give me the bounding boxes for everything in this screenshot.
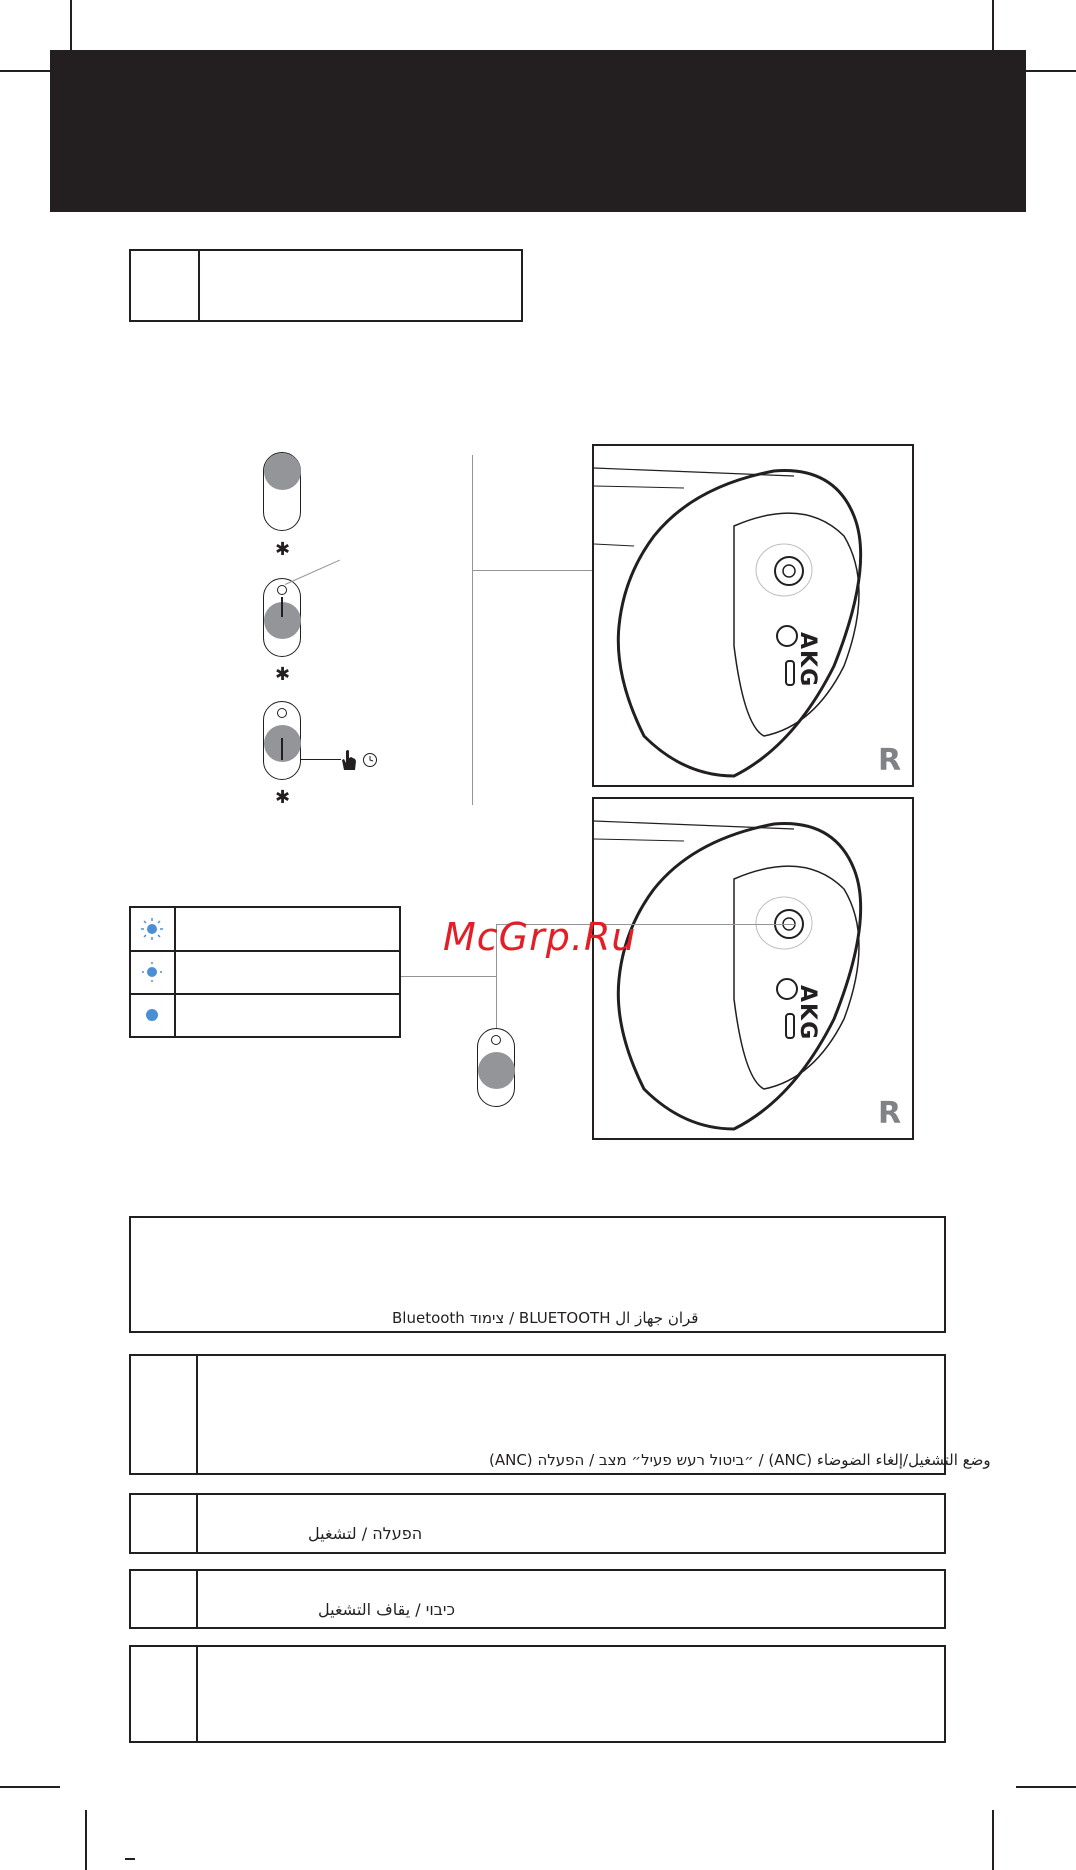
- brand-logo: AKG: [795, 985, 820, 1041]
- power-off-box: [129, 1569, 946, 1629]
- crop-mark: [992, 0, 994, 50]
- cell-divider: [174, 908, 176, 1036]
- side-label-right: R: [878, 1096, 902, 1131]
- power-on-box: [129, 1493, 946, 1554]
- anc-mode-box: [129, 1354, 991, 1475]
- info-box: [129, 1645, 946, 1743]
- cell-divider: [196, 1495, 198, 1552]
- switch-knob: [478, 1052, 515, 1089]
- switch-knob: [264, 453, 301, 490]
- power-off-title: כיבוי / يقاف التشغيل: [318, 1600, 455, 1619]
- headphone-illustration: [594, 799, 912, 1138]
- row-divider: [131, 993, 399, 995]
- arrow-down-icon: [281, 597, 283, 617]
- row-divider: [131, 950, 399, 952]
- switch-diagram: [0, 0, 600, 820]
- switch-status-position: [477, 1028, 515, 1107]
- led-indicator: [491, 1035, 501, 1045]
- bluetooth-icon: ✱: [275, 787, 291, 808]
- bluetooth-icon: ✱: [275, 539, 291, 560]
- bluetooth-pairing-box: [129, 1216, 946, 1333]
- headphone-illustration: [594, 446, 912, 785]
- crop-mark: [992, 1810, 994, 1870]
- led-indicator: [277, 585, 287, 595]
- bluetooth-pairing-title: Bluetooth צימוד / BLUETOOTH قران جهاز ال: [392, 1309, 699, 1327]
- anc-mode-title: (ANC) ״ביטול רעש פעיל״ מצב / הפעלה / (ANC) وضع التشغيل/إلغاء الضوضاء: [489, 1451, 991, 1469]
- switch-hold-position: [263, 701, 301, 780]
- hold-callout-line: [301, 759, 341, 760]
- crop-mark: [85, 1810, 87, 1870]
- connector-line: [472, 455, 473, 805]
- bluetooth-icon: ✱: [275, 664, 291, 685]
- headphone-photo-bottom: [592, 797, 914, 1140]
- side-label-right: R: [878, 743, 902, 778]
- led-solid-icon: [144, 1007, 160, 1023]
- crop-mark: [1016, 1786, 1076, 1788]
- switch-off-position: [263, 452, 301, 531]
- hand-press-icon: [338, 748, 360, 772]
- clock-icon: [362, 752, 378, 768]
- power-on-title: הפעלה / لتشغيل: [308, 1524, 423, 1543]
- led-callout-line: [285, 560, 340, 585]
- crop-mark: [125, 1858, 135, 1860]
- watermark: McGrp.Ru: [443, 915, 637, 959]
- connector-line: [401, 976, 497, 977]
- led-status-table: [129, 906, 401, 1038]
- crop-mark: [1026, 70, 1076, 72]
- led-blinking-fast-icon: [140, 917, 164, 941]
- arrow-down-icon: [281, 738, 283, 760]
- cell-divider: [196, 1356, 198, 1473]
- crop-mark: [0, 1786, 60, 1788]
- brand-logo: AKG: [795, 632, 820, 688]
- led-indicator: [277, 708, 287, 718]
- cell-divider: [196, 1647, 198, 1741]
- led-blinking-slow-icon: [140, 960, 164, 984]
- switch-on-position: [263, 578, 301, 657]
- cell-divider: [196, 1571, 198, 1627]
- headphone-photo-top: [592, 444, 914, 787]
